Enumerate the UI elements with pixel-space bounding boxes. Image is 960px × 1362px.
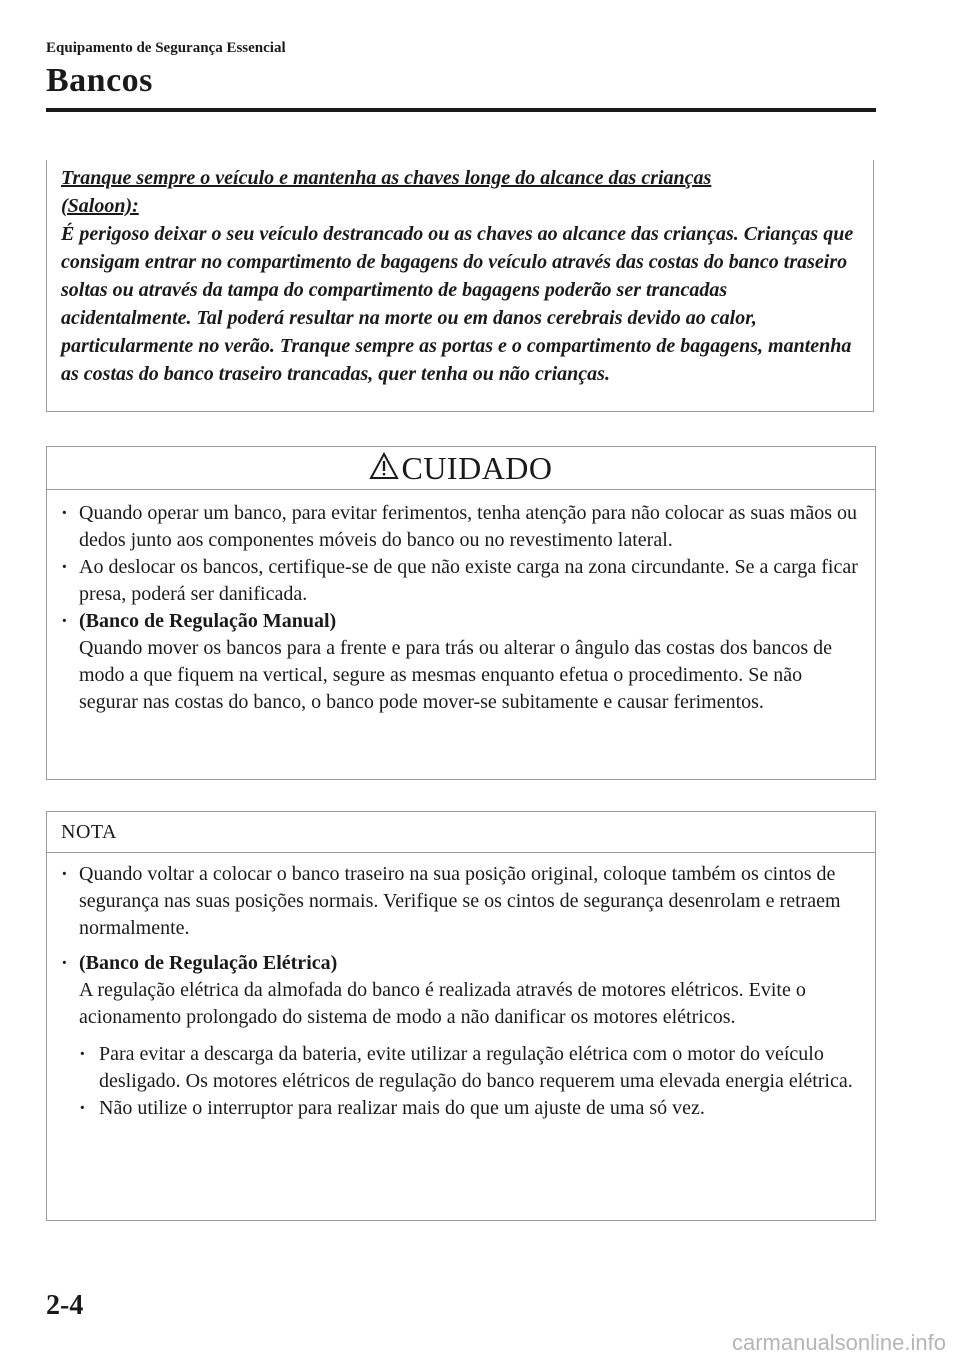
page-header (46, 38, 876, 104)
warning-heading-line1: Tranque sempre o veículo e mantenha as chaves longe do alcance das crianças (61, 167, 712, 189)
warning-body: É perigoso deixar o seu veículo destrancado ou as chaves ao alcance das crianças. Crianças que consigam entrar no compartimento de bagagens do veículo através das costas do banco traseiro soltas ou através da tampa do compartimento de bagagens poderão ser trancadas acidentalmente. Tal poderá resultar na morte ou em danos cerebrais devido ao calor, particularmente no verão. Tranque sempre as portas e o compartimento de bagagens, mantenha as costas do banco traseiro trancadas, quer tenha ou não crianças. (61, 223, 854, 385)
warning-continuation-box (46, 160, 874, 412)
caution-body (47, 490, 875, 716)
caution-item: · (Banco de Regulação Manual) Quando mover os bancos para a frente e para trás ou alterar o ângulo das costas dos bancos de modo a que fiquem na vertical, segure as mesmas enquanto efetua o procedimento. Se não segurar nas costas do banco, o banco pode mover-se subitamente e causar ferimentos. (61, 608, 861, 716)
caution-item-label: · (Banco de Regulação Manual) (79, 610, 337, 632)
note-item: · Quando voltar a colocar o banco traseiro na sua posição original, coloque também os cintos de segurança nas suas posições normais. Verifique se os cintos de segurança desenrolam e retraem normalmente. (61, 861, 861, 942)
caution-box (46, 446, 876, 780)
warning-triangle-icon (369, 452, 399, 480)
page-title: Bancos (46, 62, 153, 99)
note-sub-item: · Não utilize o interruptor para realizar mais do que um ajuste de uma só vez. (79, 1095, 861, 1122)
note-item: · (Banco de Regulação Elétrica) A regulação elétrica da almofada do banco é realizada através de motores elétricos. Evite o acionamento prolongado do sistema de modo a não danificar os motores elétricos. · Para evitar a descarga da bateria, evite utilizar a regulação elétrica com o motor do veículo desligado. Os motores elétricos de regulação do banco requerem uma elevada energia elétrica. · Não utilize o interruptor para realizar mais do que um ajuste de uma só vez. (61, 950, 861, 1122)
note-item-label: · (Banco de Regulação Elétrica) (79, 952, 338, 974)
note-title: NOTA (61, 820, 117, 843)
section-label: Equipamento de Segurança Essencial (46, 40, 286, 56)
caution-item: · Quando operar um banco, para evitar ferimentos, tenha atenção para não colocar as suas mãos ou dedos junto aos componentes móveis do banco ou no revestimento lateral. (61, 500, 861, 554)
warning-heading-line2: (Saloon): (61, 195, 139, 217)
note-sub-list (79, 1041, 861, 1122)
note-list (61, 861, 861, 1122)
note-body (47, 853, 875, 1122)
caution-list (61, 500, 861, 716)
note-header (47, 812, 875, 853)
caution-header (47, 447, 875, 490)
caution-title: CUIDADO (401, 450, 553, 486)
caution-item: · Ao deslocar os bancos, certifique-se de que não existe carga na zona circundante. Se a carga ficar presa, poderá ser danificada. (61, 554, 861, 608)
note-box (46, 811, 876, 1221)
note-sub-item: · Para evitar a descarga da bateria, evite utilizar a regulação elétrica com o motor do veículo desligado. Os motores elétricos de regulação do banco requerem uma elevada energia elétrica. (79, 1041, 861, 1095)
page-number: 2-4 (46, 1290, 84, 1321)
watermark: carmanualsonline.info (731, 1330, 946, 1355)
header-rule (46, 108, 876, 112)
